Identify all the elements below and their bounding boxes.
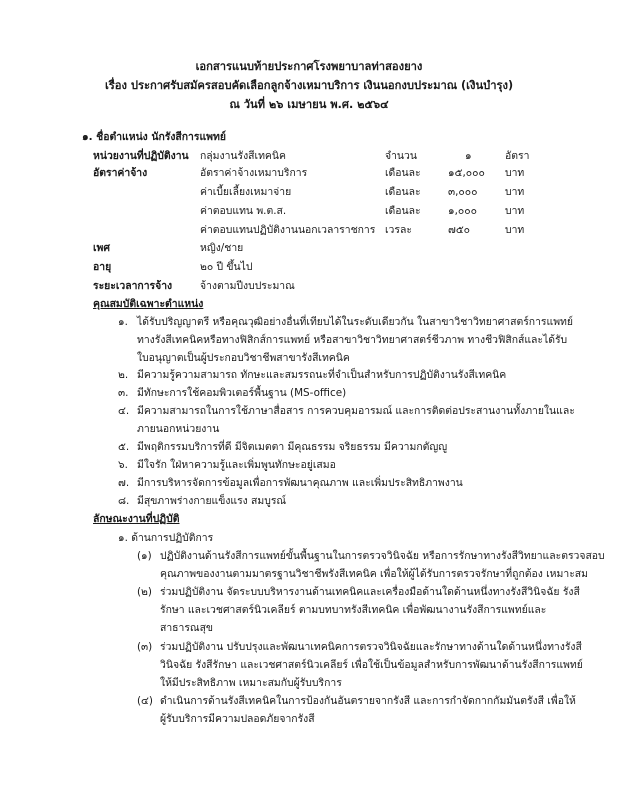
age-value: ๒๐ ปี ขึ้นไป: [200, 261, 253, 273]
age-label: อายุ: [93, 261, 112, 273]
wage-value: ๗๕๐: [448, 224, 471, 236]
doc-header-line2: เรื่อง ประกาศรับสมัครสอบคัดเลือกลูกจ้างเหมาบริการ เงินนอกงบประมาณ (เงินบำรุง): [104, 79, 514, 92]
qualification-num: ๑.: [118, 316, 128, 328]
duty-line: ปฏิบัติงานด้านรังสีการแพทย์ขั้นพื้นฐานในการตรวจวินิจฉัย หรือการรักษาทางรังสีวิทยาและตรวจสอบ: [160, 550, 605, 562]
duty-line: สาธารณสุข: [160, 622, 214, 634]
wage-item: ค่าตอบแทน พ.ต.ส.: [200, 205, 287, 217]
qualification-num: ๖.: [118, 459, 128, 471]
wage-unit: บาท: [505, 205, 525, 217]
wage-item: อัตราค่าจ้างเหมาบริการ: [200, 167, 308, 179]
qualification-line: มีความสามารถในการใช้ภาษาสื่อสาร การควบคุมอารมณ์ และการติดต่อประสานงานทั้งภายในและ: [137, 405, 575, 417]
amount-label: จำนวน: [385, 150, 417, 162]
wage-item: ค่าตอบแทนปฏิบัติงานนอกเวลาราชการ: [200, 224, 376, 236]
qualification-line: มีการบริหารจัดการข้อมูลเพื่อการพัฒนาคุณภาพ และเพิ่มประสิทธิภาพงาน: [137, 477, 463, 489]
wage-unit: บาท: [505, 167, 525, 179]
wage-period: เดือนละ: [385, 205, 421, 217]
employment-period-label: ระยะเวลาการจ้าง: [93, 280, 173, 292]
unit-value: กลุ่มงานรังสีเทคนิค: [200, 150, 286, 162]
qualifications-title: คุณสมบัติเฉพาะตำแหน่ง: [93, 298, 204, 310]
qualification-line: ภายนอกหน่วยงาน: [137, 423, 220, 435]
wage-value: ๓,๐๐๐: [448, 186, 478, 198]
qualification-num: ๓.: [118, 387, 129, 399]
duty-num: (๒): [137, 586, 152, 598]
qualification-line: มีใจรัก ใฝ่หาความรู้และเพิ่มพูนทักษะอยู่เสมอ: [137, 459, 336, 471]
amount-value: ๑: [465, 150, 472, 162]
qualification-num: ๗.: [118, 477, 130, 489]
wage-label: อัตราค่าจ้าง: [93, 167, 148, 179]
amount-unit: อัตรา: [505, 150, 530, 162]
duty-line: รักษา และเวชศาสตร์นิวเคลียร์ ตามบทบาทรังสีเทคนิค เพื่อพัฒนางานรังสีการแพทย์และ: [160, 604, 547, 616]
qualification-line: มีทักษะการใช้คอมพิวเตอร์พื้นฐาน (MS-office): [137, 387, 347, 399]
qualification-line: มีความรู้ความสามารถ ทักษะและสมรรถนะที่จำเป็นสำหรับการปฏิบัติงานรังสีเทคนิค: [137, 369, 507, 381]
employment-period-value: จ้างตามปีงบประมาณ: [200, 280, 295, 292]
duty-line: ร่วมปฏิบัติงาน ปรับปรุงและพัฒนาเทคนิคการตรวจวินิจฉัยและรักษาทางด้านใดด้านหนึ่งทางรังสี: [160, 641, 582, 653]
doc-header-line1: เอกสารแนบท้ายประกาศโรงพยาบาลท่าสองยาง: [195, 60, 423, 73]
duties-title: ลักษณะงานที่ปฏิบัติ: [93, 513, 180, 525]
sex-label: เพศ: [93, 242, 110, 254]
duty-line: ให้มีประสิทธิภาพ เหมาะสมกับผู้รับบริการ: [160, 677, 342, 689]
qualification-line: ได้รับปริญญาตรี หรือคุณวุฒิอย่างอื่นที่เทียบได้ในระดับเดียวกัน ในสาขาวิชาวิทยาศาสตร์การแพทย์: [137, 316, 573, 328]
qualification-line: ทางรังสีเทคนิคหรือทางฟิสิกส์การแพทย์ หรือสาขาวิชาวิทยาศาสตร์ชีวภาพ ทางชีวฟิสิกส์และได้รับ: [137, 334, 568, 346]
sex-value: หญิง/ชาย: [200, 242, 244, 254]
position-title: ๑. ชื่อตำแหน่ง นักรังสีการแพทย์: [82, 131, 226, 143]
duties-subtitle: ๑. ด้านการปฏิบัติการ: [118, 532, 214, 544]
duty-line: วินิจฉัย รังสีรักษา และเวชศาสตร์นิวเคลียร์ เพื่อใช้เป็นข้อมูลสำหรับการพัฒนาด้านรังสีการแพทย์: [160, 659, 583, 671]
wage-value: ๑,๐๐๐: [448, 205, 477, 217]
doc-header-date: ณ วันที่ ๒๖ เมษายน พ.ศ. ๒๕๖๔: [229, 98, 389, 111]
qualification-line: ใบอนุญาตเป็นผู้ประกอบวิชาชีพสาขารังสีเทคนิค: [137, 352, 350, 364]
wage-period: เดือนละ: [385, 186, 421, 198]
duty-line: ดำเนินการด้านรังสีเทคนิคในการป้องกันอันตรายจากรังสี และการกำจัดกากกัมมันตรังสี เพื่อให้: [160, 695, 576, 707]
duty-num: (๑): [137, 550, 152, 562]
duty-line: ผู้รับบริการมีความปลอดภัยจากรังสี: [160, 713, 315, 725]
duty-num: (๔): [137, 695, 153, 707]
duty-line: คุณภาพของงานตามมาตรฐานวิชาชีพรังสีเทคนิค เพื่อให้ผู้ได้รับการตรวจรักษาที่ถูกต้อง เหมาะสม: [160, 568, 588, 580]
duty-num: (๓): [137, 641, 153, 653]
wage-unit: บาท: [505, 224, 525, 236]
qualification-num: ๒.: [118, 369, 129, 381]
unit-label: หน่วยงานที่ปฏิบัติงาน: [93, 150, 189, 162]
qualification-line: มีสุขภาพร่างกายแข็งแรง สมบูรณ์: [137, 495, 287, 507]
wage-item: ค่าเบี้ยเลี้ยงเหมาจ่าย: [200, 186, 292, 198]
qualification-num: ๕.: [118, 441, 130, 453]
qualification-num: ๔.: [118, 405, 130, 417]
qualification-num: ๘.: [118, 495, 130, 507]
wage-period: เวรละ: [385, 224, 412, 236]
wage-value: ๑๕,๐๐๐: [448, 167, 485, 179]
duty-line: ร่วมปฏิบัติงาน จัดระบบบริหารงานด้านเทคนิคและเครื่องมือด้านใดด้านหนึ่งทางรังสีวินิจฉัย รังสี: [160, 586, 580, 598]
qualification-line: มีพฤติกรรมบริการที่ดี มีจิตเมตตา มีคุณธรรม จริยธรรม มีความกตัญญู: [137, 441, 448, 453]
wage-unit: บาท: [505, 186, 525, 198]
wage-period: เดือนละ: [385, 167, 421, 179]
